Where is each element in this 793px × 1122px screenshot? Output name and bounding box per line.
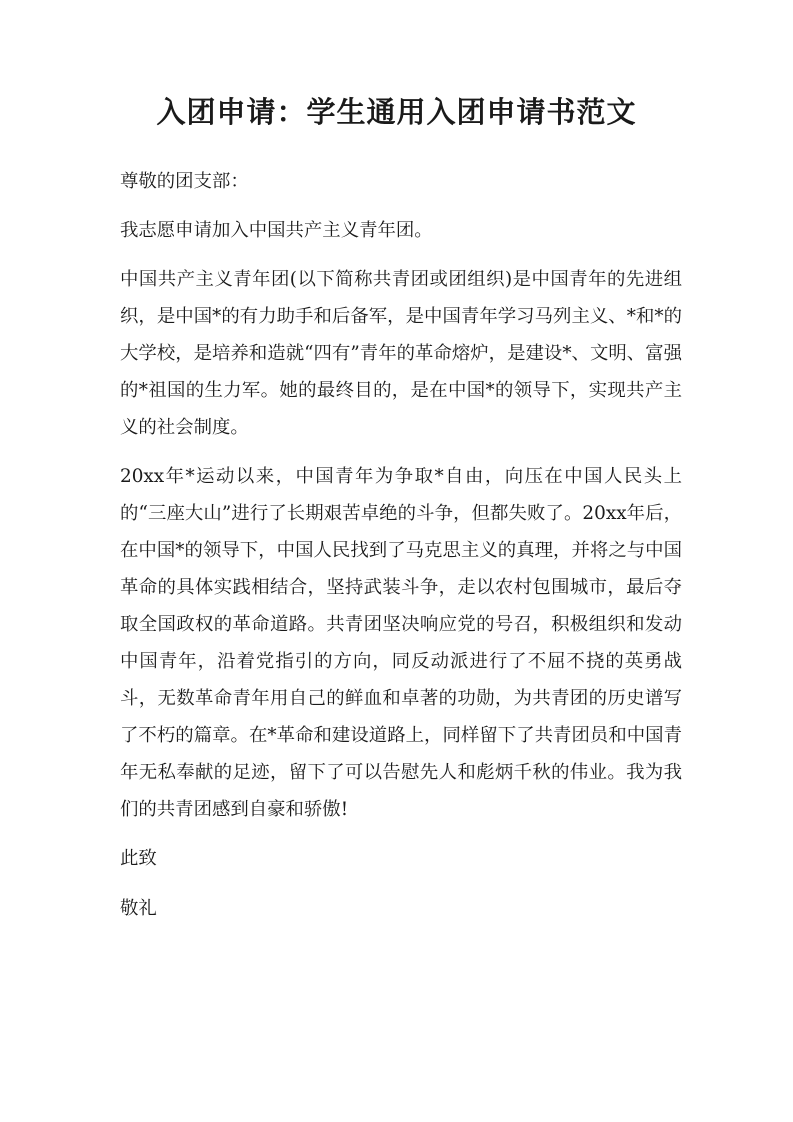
paragraph-1: 我志愿申请加入中国共产主义青年团。 <box>120 220 433 241</box>
document-body <box>120 163 682 940</box>
salutation: 尊敬的团支部： <box>120 171 249 192</box>
document-title: 入团申请：学生通用入团申请书范文 <box>156 95 637 129</box>
paragraph-3: 20xx年*运动以来，中国青年为争取*自由，向压在中国人民头上的“三座大山”进行了长期艰苦卓绝的斗争，但都失败了。20xx年后，在中国*的领导下，中国人民找到了马克思主义的真理，并将之与中国革命的具体实践相结合，坚持武装斗争，走以农村包围城市，最后夺取全国政权的革命道路。共青团坚决响应党的号召，积极组织和发动中国青年，沿着党指引的方向，同反动派进行了不屈不挠的英勇战斗，无数革命青年用自己的鲜血和卓著的功勋，为共青团的历史谱写了不朽的篇章。在*革命和建设道路上，同样留下了共青团员和中国青年无私奉献的足迹，留下了可以告慰先人和彪炳千秋的伟业。我为我们的共青团感到自豪和骄傲! <box>120 466 682 820</box>
paragraph-2: 中国共产主义青年团(以下简称共青团或团组织)是中国青年的先进组织，是中国*的有力助手和后备军，是中国青年学习马列主义、*和*的大学校，是培养和造就“四有”青年的革命熔炉，是建设*、文明、富强的*祖国的生力军。她的最终目的，是在中国*的领导下，实现共产主义的社会制度。 <box>120 269 682 438</box>
closing-line-2: 敬礼 <box>120 898 157 919</box>
closing-line-1: 此致 <box>120 848 157 869</box>
